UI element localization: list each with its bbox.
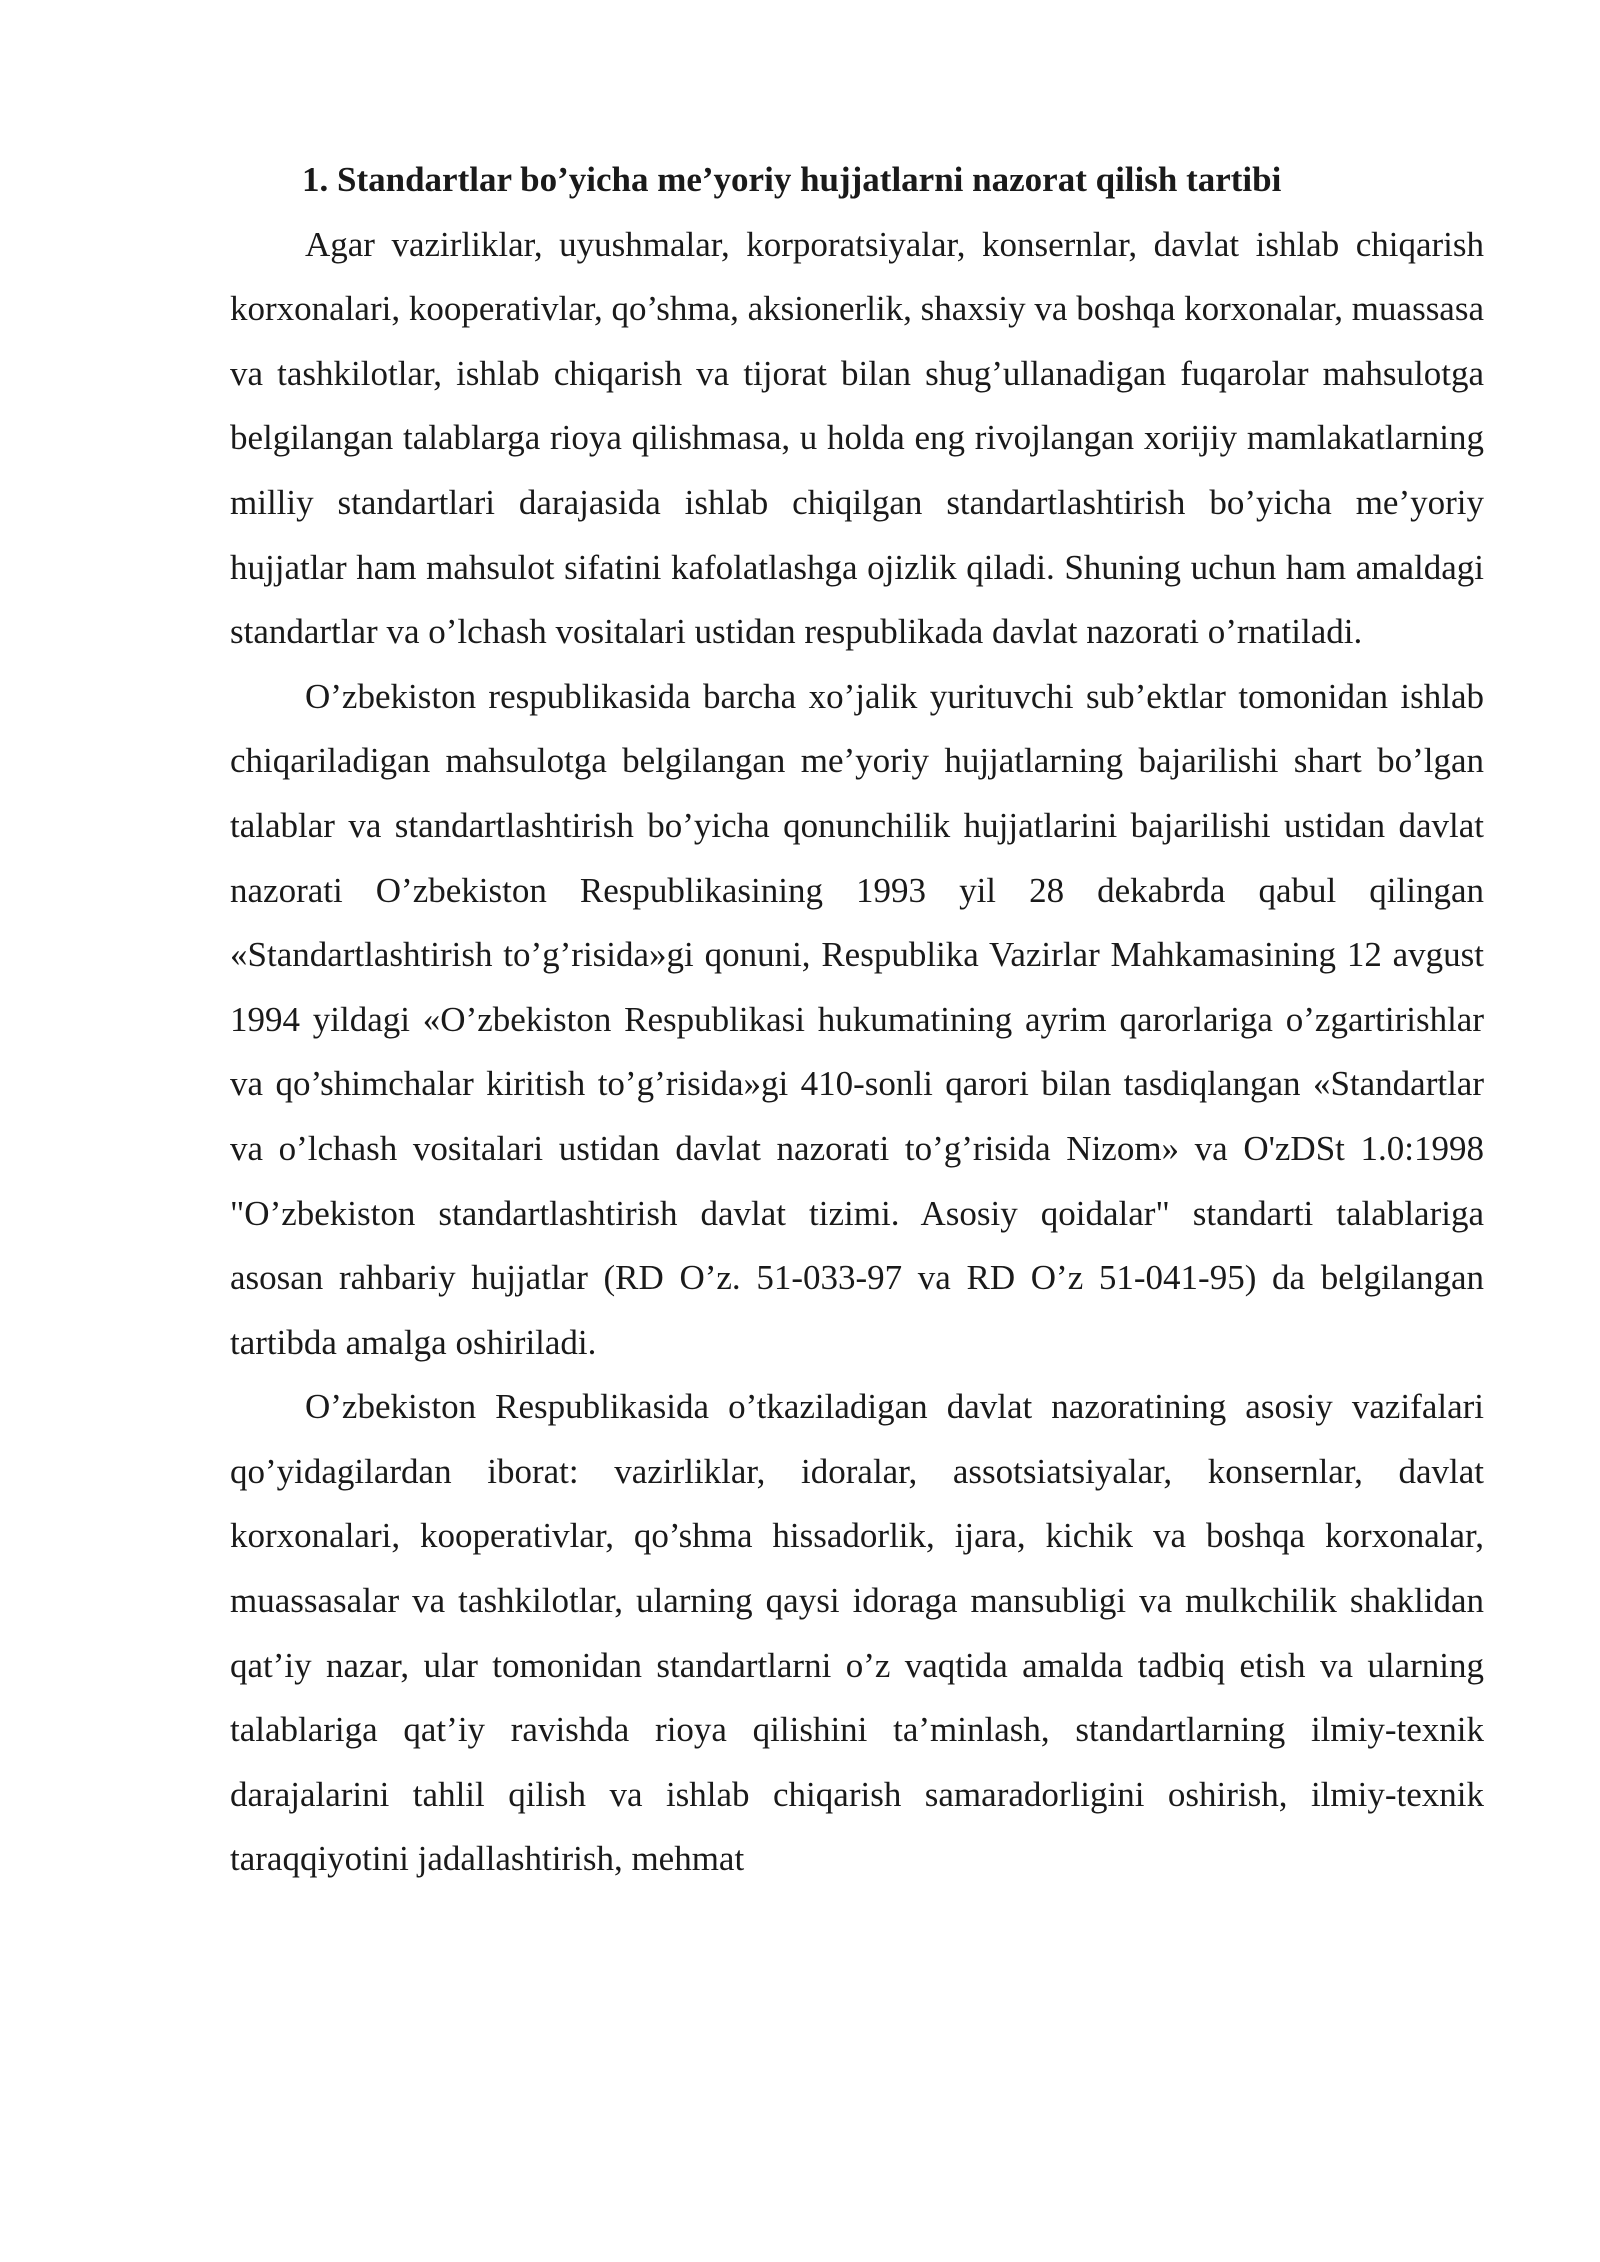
section-heading: 1. Standartlar bo’yicha me’yoriy hujjatlarni nazorat qilish tartibi	[302, 160, 1282, 199]
paragraph: O’zbekiston Respublikasida o’tkaziladigan davlat nazoratining asosiy vazifalari qo’yidagilardan iborat: vazirliklar, idoralar, assotsiatsiyalar, konsernlar, davlat korxonalari, kooperativlar, qo’shma hissadorlik, ijara, kichik va boshqa korxonalar, muassasalar va tashkilotlar, ularning qaysi idoraga mansubligi va mulkchilik shaklidan qat’iy nazar, ular tomonidan standartlarni o’z vaqtida amalda tadbiq etish va ularning talablariga qat’iy ravishda rioya qilishini ta’minlash, standartlarning ilmiy-texnik darajalarini tahlil qilish va ishlab chiqarish samaradorligini oshirish, ilmiy-texnik taraqqiyotini jadallashtirish, mehmat	[230, 1387, 1484, 1879]
paragraph: O’zbekiston respublikasida barcha xo’jalik yurituvchi sub’ektlar tomonidan ishlab chiqariladigan mahsulotga belgilangan me’yoriy hujjatlarning bajarilishi shart bo’lgan talablar va standartlashtirish bo’yicha qonunchilik hujjatlarini bajarilishi ustidan davlat nazorati O’zbekiston Respublikasining 1993 yil 28 dekabrda qabul qilingan «Standartlashtirish to’g’risida»gi qonuni, Respublika Vazirlar Mahkamasining 12 avgust 1994 yildagi «O’zbekiston Respublikasi hukumatining ayrim qarorlariga o’zgartirishlar va qo’shimchalar kiritish to’g’risida»gi 410-sonli qarori bilan tasdiqlangan «Standartlar va o’lchash vositalari ustidan davlat nazorati to’g’risida Nizom» va O'zDSt 1.0:1998 "O’zbekiston standartlashtirish davlat tizimi. Asosiy qoidalar" standarti talablariga asosan rahbariy hujjatlar (RD O’z. 51-033-97 va RD O’z 51-041-95) da belgilangan tartibda amalga oshiriladi.	[230, 676, 1484, 1362]
document-body	[230, 148, 1484, 1892]
paragraph: Agar vazirliklar, uyushmalar, korporatsiyalar, konsernlar, davlat ishlab chiqarish korxonalari, kooperativlar, qo’shma, aksionerlik, shaxsiy va boshqa korxonalar, muassasa va tashkilotlar, ishlab chiqarish va tijorat bilan shug’ullanadigan fuqarolar mahsulotga belgilangan talablarga rioya qilishmasa, u holda eng rivojlangan xorijiy mamlakatlarning milliy standartlari darajasida ishlab chiqilgan standartlashtirish bo’yicha me’yoriy hujjatlar ham mahsulot sifatini kafolatlashga ojizlik qiladi. Shuning uchun ham amaldagi standartlar va o’lchash vositalari ustidan respublikada davlat nazorati o’rnatiladi.	[230, 224, 1484, 652]
